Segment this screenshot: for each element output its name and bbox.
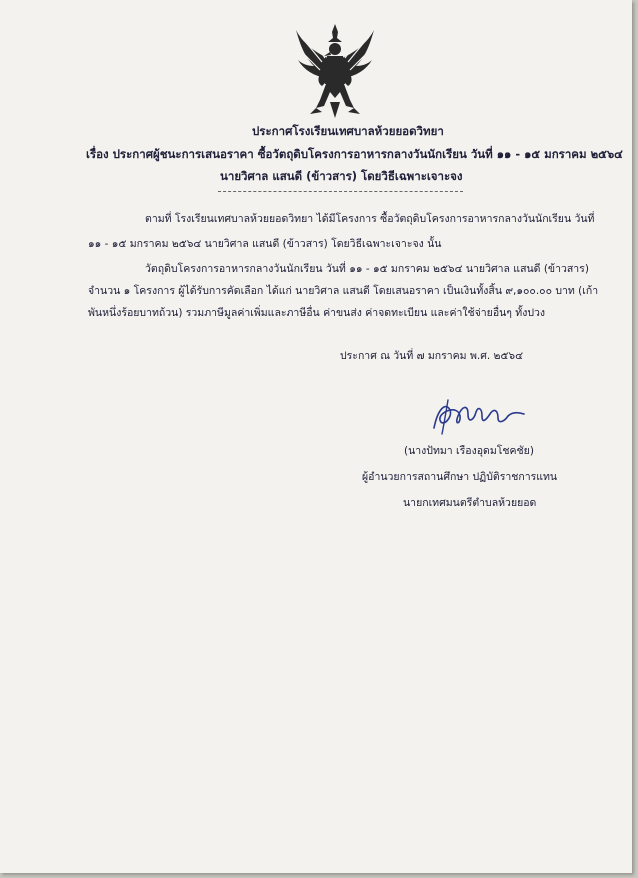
signatory-position: ผู้อำนวยการสถานศึกษา ปฏิบัติราชการแทน xyxy=(362,471,558,483)
signatory-name: (นางปัทมา เรืองอุดมโชคชัย) xyxy=(404,445,534,457)
announce-date: ประกาศ ณ วันที่ ๗ มกราคม พ.ศ. ๒๕๖๔ xyxy=(340,350,524,362)
paragraph-2-line-1: วัตถุดิบโครงการอาหารกลางวันนักเรียน วันที่ ๑๑ - ๑๕ มกราคม ๒๕๖๔ นายวิศาล แสนดี (ข้าวสาร) xyxy=(145,263,589,275)
document-title: ประกาศโรงเรียนเทศบาลห้วยยอดวิทยา xyxy=(252,124,444,138)
paragraph-2-line-3: พันหนึ่งร้อยบาทถ้วน) รวมภาษีมูลค่าเพิ่มและภาษีอื่น ค่าขนส่ง ค่าจดทะเบียน และค่าใช้จ่ายอื่นๆ ทั้งปวง xyxy=(88,307,546,319)
signatory-on-behalf: นายกเทศมนตรีตำบลห้วยยอด xyxy=(403,497,537,509)
signature xyxy=(428,398,528,436)
paragraph-1-line-1: ตามที่ โรงเรียนเทศบาลห้วยยอดวิทยา ได้มีโครงการ ซื้อวัตถุดิบโครงการอาหารกลางวันนักเรียน วันที่ xyxy=(145,213,595,225)
divider xyxy=(218,191,463,192)
subject-line-2: นายวิศาล แสนดี (ข้าวสาร) โดยวิธีเฉพาะเจาะจง xyxy=(220,169,463,183)
subject-line-1: เรื่อง ประกาศผู้ชนะการเสนอราคา ซื้อวัตถุดิบโครงการอาหารกลางวันนักเรียน วันที่ ๑๑ - ๑๕ มกราคม ๒๕๖๔ xyxy=(86,147,623,161)
paragraph-1-line-2: ๑๑ - ๑๕ มกราคม ๒๕๖๔ นายวิศาล แสนดี (ข้าวสาร) โดยวิธีเฉพาะเจาะจง นั้น xyxy=(88,238,442,250)
paragraph-2-line-2: จำนวน ๑ โครงการ ผู้ได้รับการคัดเลือก ได้แก่ นายวิศาล แสนดี โดยเสนอราคา เป็นเงินทั้งสิ้น ๙,๑๐๐.๐๐ บาท (เก้า xyxy=(88,285,599,297)
garuda-emblem xyxy=(294,22,376,120)
